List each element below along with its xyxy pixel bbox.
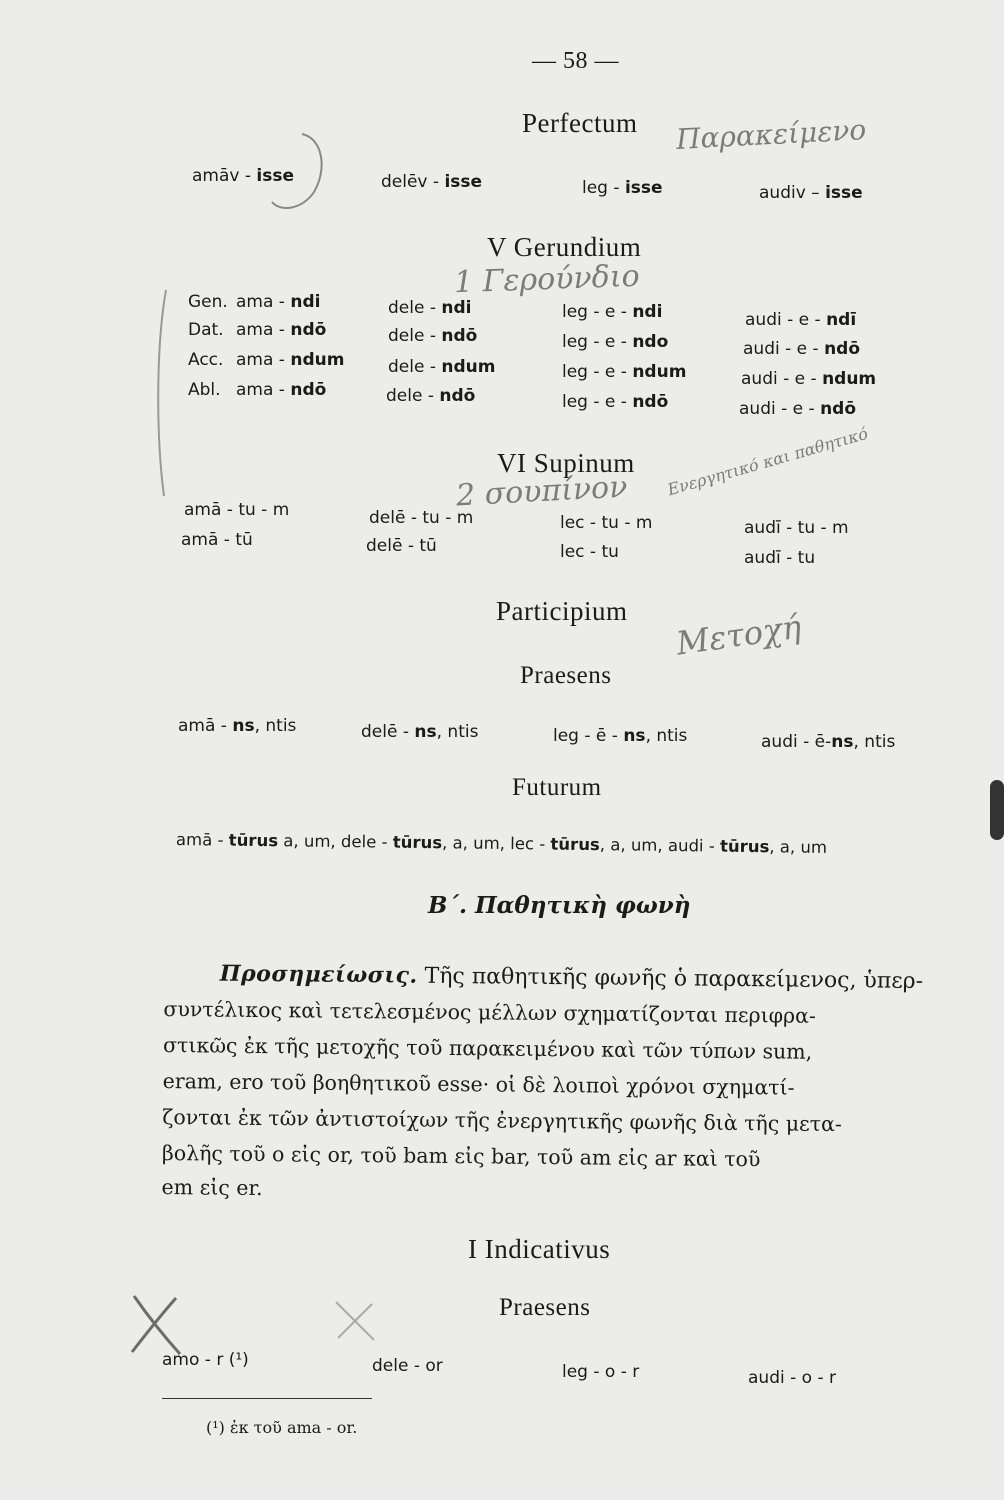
page-number: — 58 —	[532, 48, 619, 74]
supinum-form: audī - tu - m	[744, 518, 849, 538]
supinum-form: lec - tu	[560, 542, 619, 562]
praesens-heading: Praesens	[520, 662, 612, 689]
gerundium-form: dele - ndum	[388, 357, 496, 377]
footnote-rule	[162, 1398, 372, 1399]
gerundium-form: ama - ndum	[236, 350, 345, 370]
handwritten-note-supinum-2: Ενεργητικό και παθητικό	[665, 423, 870, 500]
paragraph-line: Προσημείωσις. Τῆς παθητικῆς φωνῆς ὁ παρακείμενος, ὑπερ-	[219, 960, 924, 994]
gerundium-form: audi - e - ndō	[739, 399, 857, 419]
perfectum-form-2: delēv - isse	[381, 172, 483, 192]
gerundium-case: Gen.	[188, 292, 228, 312]
supinum-form: delē - tū	[366, 536, 437, 556]
gerundium-form: leg - e - ndi	[562, 302, 663, 322]
handwritten-note-participium: Μετοχή	[673, 607, 804, 663]
gerundium-case: Abl.	[188, 380, 221, 400]
participium-form: audi - ē-ns, ntis	[761, 732, 896, 752]
indicativus-form: leg - o - r	[562, 1362, 640, 1382]
gerundium-form: leg - e - ndo	[562, 332, 669, 352]
gerundium-heading: V Gerundium	[487, 232, 642, 262]
participium-futurum-line: amā - tūrus a, um, dele - tūrus, a, um, lec - tūrus, a, um, audi - tūrus, a, um	[175, 830, 828, 857]
pencil-bracket-mark	[150, 286, 170, 500]
paragraph-line: στικῶς ἐκ τῆς μετοχῆς τοῦ παρακειμένου καὶ τῶν τύπων sum,	[162, 1032, 813, 1064]
supinum-form: lec - tu - m	[560, 513, 653, 533]
gerundium-form: dele - ndō	[386, 386, 476, 406]
gerundium-form: ama - ndō	[236, 320, 327, 340]
gerundium-form: audi - e - ndī	[745, 310, 857, 330]
gerundium-case: Acc.	[188, 350, 224, 370]
gerundium-form: ama - ndō	[236, 380, 327, 400]
indicativus-praesens-heading: Praesens	[499, 1294, 591, 1321]
pencil-cross-mark-faint	[330, 1296, 380, 1346]
gerundium-form: audi - e - ndum	[741, 369, 877, 389]
indicativus-heading: I Indicativus	[468, 1234, 611, 1264]
passive-heading: Β΄. Παθητικὴ φωνὴ	[428, 892, 691, 919]
gerundium-case: Dat.	[188, 320, 224, 340]
paragraph-line: συντέλικος καὶ τετελεσμένος μέλλων σχηματίζονται περιφρα-	[163, 996, 816, 1028]
paragraph-line: em εἰς er.	[161, 1174, 263, 1201]
gerundium-form: leg - e - ndō	[562, 392, 669, 412]
gerundium-form: audi - e - ndō	[743, 339, 861, 359]
participium-form: amā - ns, ntis	[178, 716, 297, 736]
participium-form: leg - ē - ns, ntis	[553, 726, 688, 746]
perfectum-form-1: amāv - isse	[192, 166, 295, 186]
paragraph-line: βολῆς τοῦ o εἰς or, τοῦ bam εἰς bar, τοῦ am εἰς ar καὶ τοῦ	[161, 1140, 761, 1172]
perfectum-heading: Perfectum	[522, 108, 638, 138]
paragraph-line: ζονται ἐκ τῶν ἀντιστοίχων τῆς ἐνεργητικῆς φωνῆς διὰ τῆς μετα-	[162, 1104, 842, 1137]
indicativus-form: amo - r (¹)	[162, 1350, 249, 1370]
indicativus-form: dele - or	[372, 1356, 443, 1376]
supinum-form: amā - tu - m	[184, 500, 290, 520]
note-label: Προσημείωσις.	[219, 960, 418, 989]
supinum-form: delē - tu - m	[369, 508, 474, 528]
footnote: (¹) ἐκ τοῦ ama - or.	[206, 1418, 358, 1437]
indicativus-form: audi - o - r	[748, 1368, 836, 1388]
participium-heading: Participium	[496, 596, 628, 626]
handwritten-note-perfectum: Παρακείμενο	[675, 113, 867, 156]
supinum-form: amā - tū	[181, 530, 253, 550]
supinum-form: audī - tu	[744, 548, 816, 568]
perfectum-form-3: leg - isse	[582, 178, 663, 198]
gerundium-form: ama - ndi	[236, 292, 321, 312]
passive-note-paragraph	[161, 958, 964, 1201]
gerundium-form: dele - ndi	[388, 298, 472, 318]
handwritten-note-gerundium: 1 Γερούνδιο	[453, 258, 641, 301]
handwritten-note-supinum: 2 σουπίνον	[455, 469, 629, 514]
page-edge-shadow	[990, 780, 1004, 840]
supinum-heading: VI Supinum	[497, 448, 635, 478]
futurum-heading: Futurum	[512, 774, 602, 801]
perfectum-form-4: audiv – isse	[759, 183, 863, 203]
gerundium-form: dele - ndō	[388, 326, 478, 346]
gerundium-form: leg - e - ndum	[562, 362, 687, 382]
paragraph-line: eram, ero τοῦ βοηθητικοῦ esse· οἱ δὲ λοιποὶ χρόνοι σχηματί-	[162, 1068, 795, 1100]
participium-form: delē - ns, ntis	[361, 722, 479, 742]
